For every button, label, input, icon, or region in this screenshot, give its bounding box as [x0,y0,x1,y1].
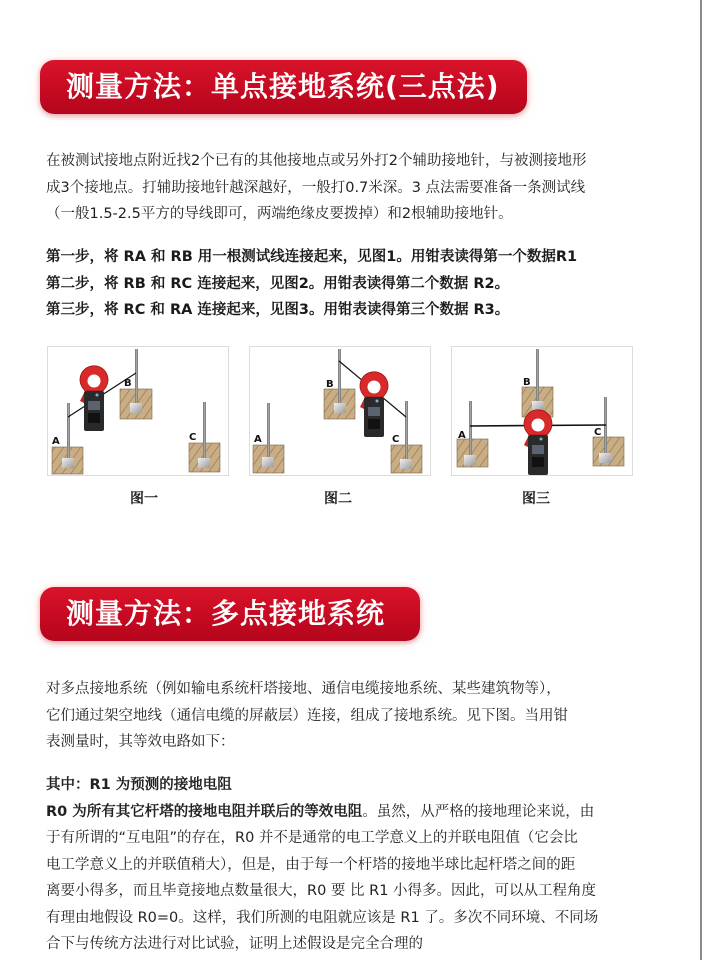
intro-line: 在被测试接地点附近找2个已有的其他接地点或另外打2个辅助接地针，与被测接地形 [46,153,587,169]
label-c: C [392,434,400,445]
intro-line: 对多点接地系统（例如输电系统杆塔接地、通信电缆接地系统、某些建筑物等）， [46,681,561,697]
ground-rod-diagram-bc [250,347,430,475]
figure-3-caption: 图三 [522,491,550,507]
intro-line: 它们通过架空地线（通信电缆的屏蔽层）连接，组成了接地系统。见下图。当用钳 [46,707,568,724]
label-b: B [124,378,132,389]
note-line: 合下与传统方法进行对比试验，证明上述假设是完全合理的 [46,936,423,952]
note-line: 于有所谓的“互电阻”的存在，R0 并不是通常的电工学意义上的并联电阻值（它会比 [46,830,578,846]
figure-2-diagram [249,346,431,476]
step-2: 第二步，将 RB 和 RC 连接起来，见图2。用钳表读得第二个数据 R2。 [46,275,510,292]
note-r1: 其中：R1 为预测的接地电阻 [46,777,232,793]
intro-line: 表测量时，其等效电路如下： [46,734,235,750]
label-b: B [326,379,334,390]
label-c: C [189,432,197,443]
single-point-intro [46,148,656,228]
intro-line: （一般1.5-2.5平方的导线即可，两端绝缘皮要拨掉）和2根辅助接地针。 [46,206,513,222]
note-line: 电工学意义上的并联值稍大），但是，由于每一个杆塔的接地半球比起杆塔之间的距 [46,856,576,873]
step-1: 第一步，将 RA 和 RB 用一根测试线连接起来，见图1。用钳表读得第一个数据R1 [46,249,578,265]
label-a: A [458,430,466,441]
figure-3-diagram [451,346,633,476]
note-line: 离要小得多，而且毕竟接地点数量很大，R0 要 比 R1 小得多。因此，可以从工程角度 [46,883,597,899]
measurement-steps [46,244,666,324]
label-b: B [523,377,531,388]
section-title-single-point: 测量方法：单点接地系统(三点法) [40,60,527,114]
ground-rod-diagram-ab [48,347,228,475]
multi-point-intro [46,676,656,756]
figure-1-diagram [47,346,229,476]
intro-line: 成3个接地点。打辅助接地针越深越好，一般打0.7米深。3 点法需要准备一条测试线 [46,179,586,196]
ground-rod-diagram-ca [452,347,632,475]
section-title-multi-point: 测量方法：多点接地系统 [40,587,420,641]
note-text: 。虽然，从严格的接地理论来说，由 [362,803,595,820]
note-line: 有理由地假设 R0=0。这样，我们所测的电阻就应该是 R1 了。多次不同环境、不同场 [46,909,599,926]
equivalent-circuit-notes [46,772,656,958]
figure-1-caption: 图一 [130,491,158,507]
figure-2-caption: 图二 [324,491,352,507]
note-r0-definition: R0 为所有其它杆塔的接地电阻并联后的等效电阻 [46,803,363,820]
label-a: A [52,436,60,447]
step-3: 第三步，将 RC 和 RA 连接起来，见图3。用钳表读得第三个数据 R3。 [46,302,510,318]
label-c: C [594,427,602,438]
label-a: A [254,434,262,445]
